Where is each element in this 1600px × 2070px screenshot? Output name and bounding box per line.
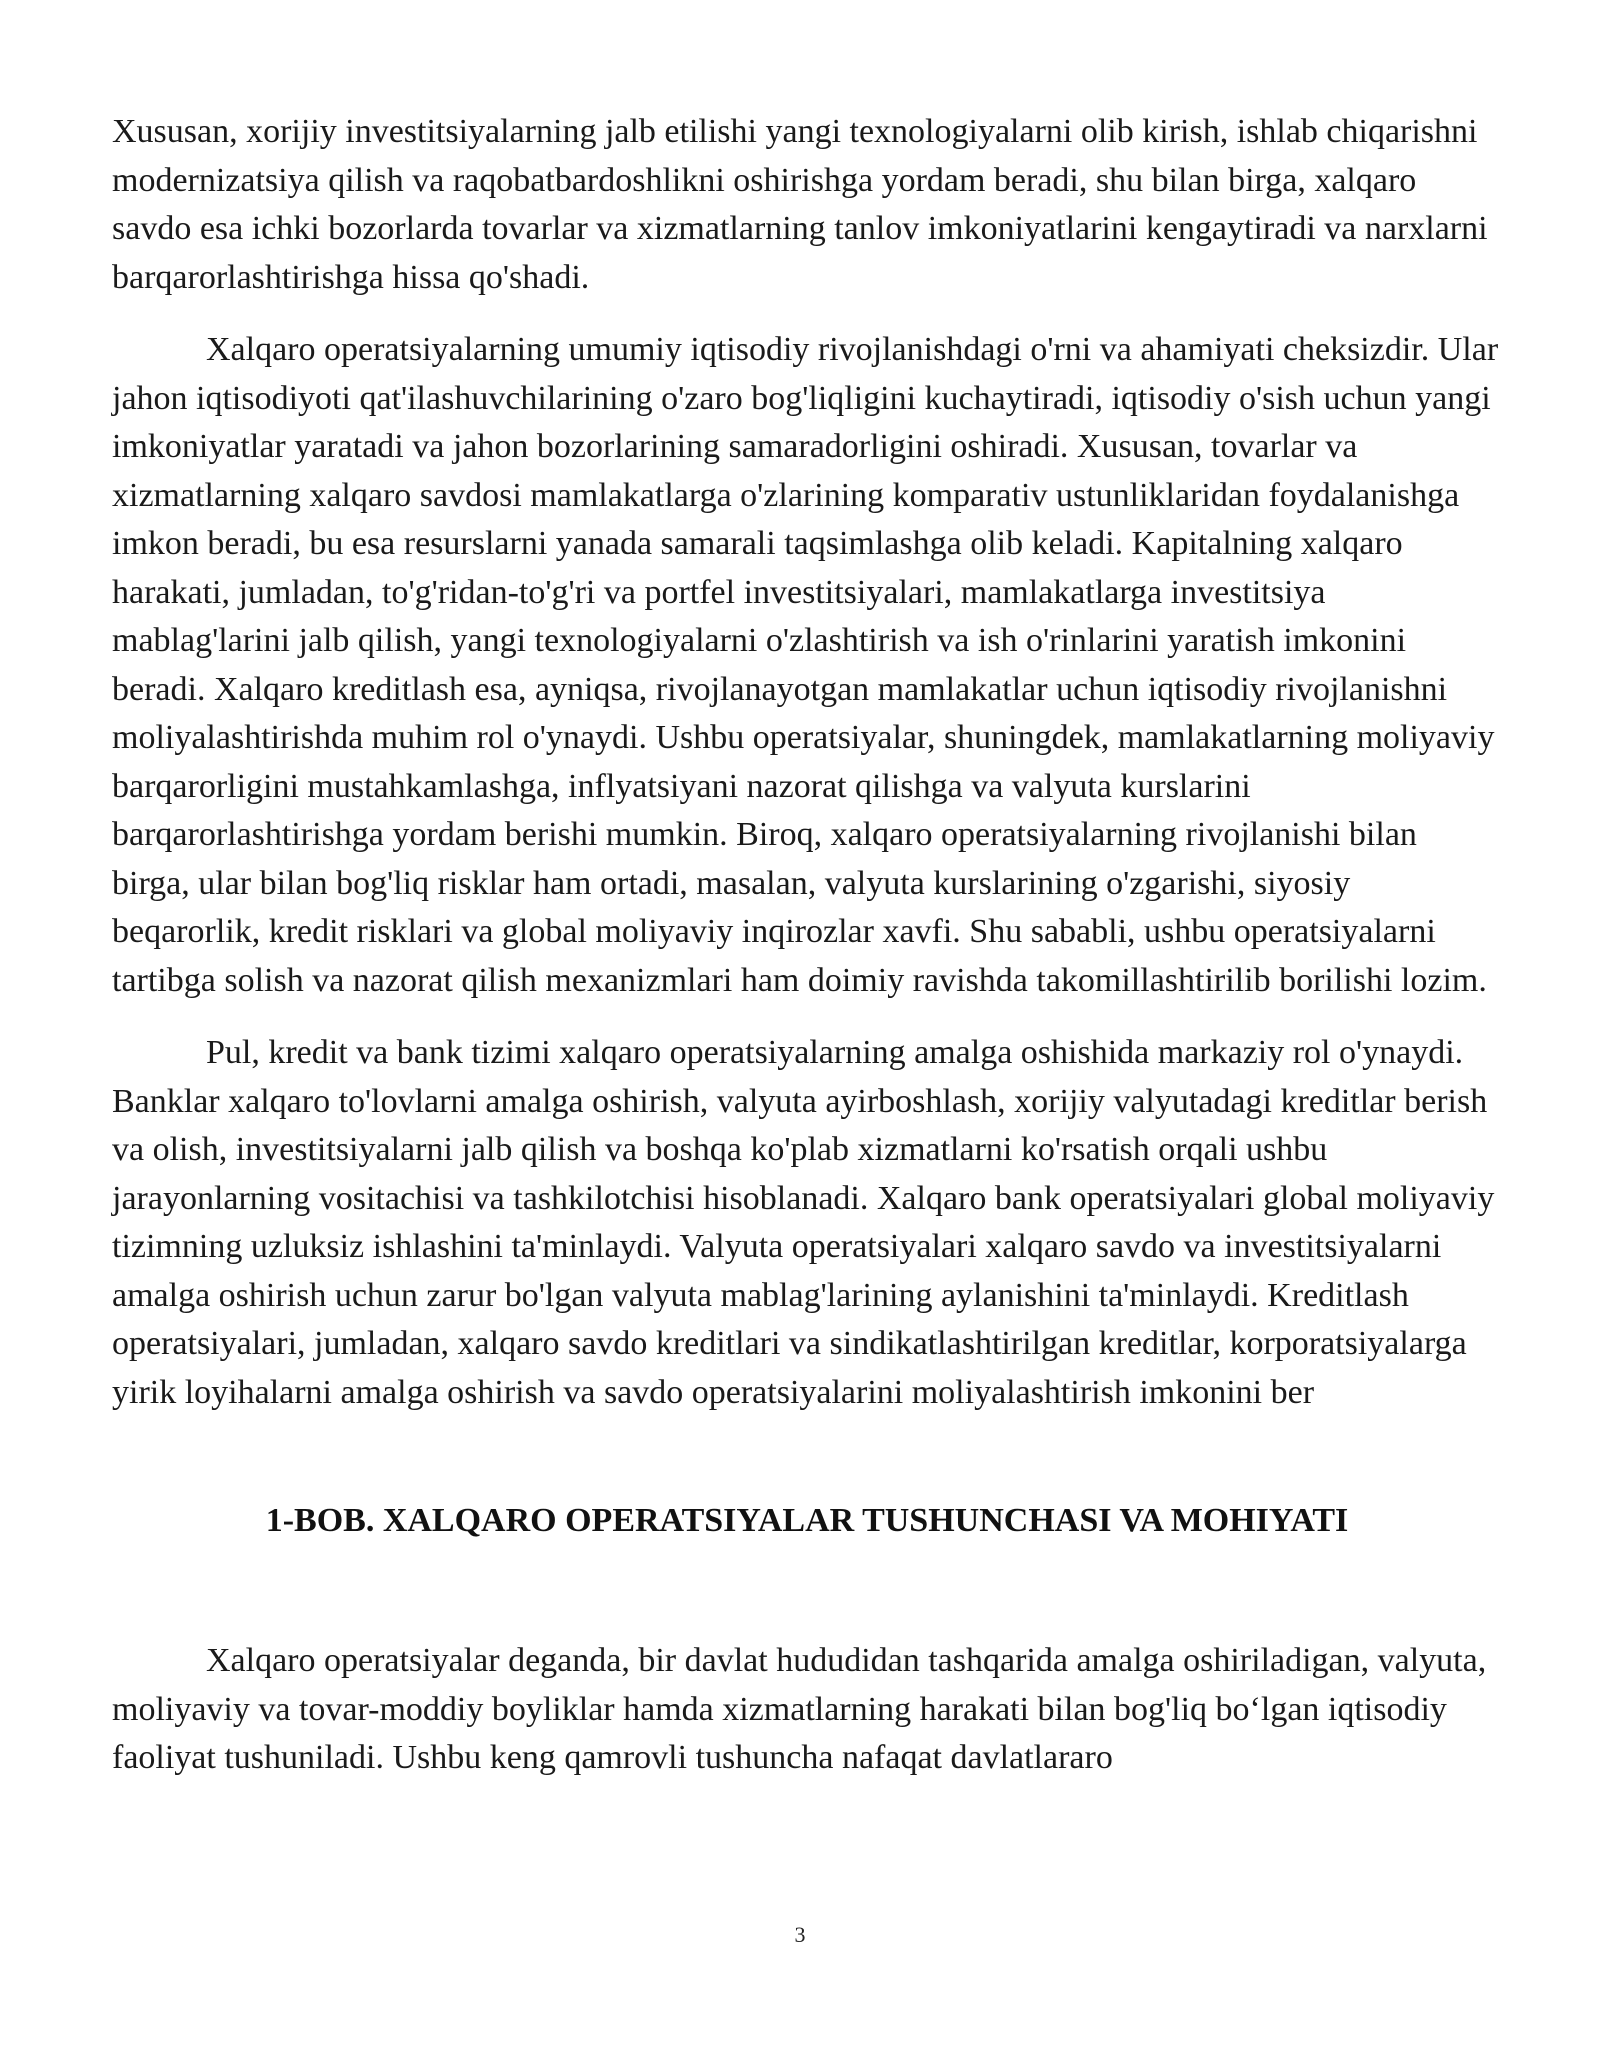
paragraph-definition: Xalqaro operatsiyalar deganda, bir davlat hududidan tashqarida amalga oshiriladigan, valyuta, moliyaviy va tovar-moddiy boyliklar hamda xizmatlarning harakati bilan bog'liq bo‘lgan iqtisodiy faoliyat tushuniladi. Ushbu keng qamrovli tushuncha nafaqat davlatlararo (112, 1642, 1487, 1776)
paragraph-banking: Pul, kredit va bank tizimi xalqaro operatsiyalarning amalga oshishida markaziy rol o'ynaydi. Banklar xalqaro to'lovlarni amalga oshirish, valyuta ayirboshlash, xorijiy valyutadagi kreditlar berish va olish, investitsiyalarni jalb qilish va boshqa ko'plab xizmatlarni ko'rsatish orqali ushbu jarayonlarning vositachisi va tashkilotchisi hisoblanadi. Xalqaro bank operatsiyalari global moliyaviy tizimning uzluksiz ishlashini ta'minlaydi. Valyuta operatsiyalari xalqaro savdo va investitsiyalarni amalga oshirish uchun zarur bo'lgan valyuta mablag'larining aylanishini ta'minlaydi. Kreditlash operatsiyalari, jumladan, xalqaro savdo kreditlari va sindikatlashtirilgan kreditlar, korporatsiyalarga yirik loyihalarni amalga oshirish va savdo operatsiyalarini moliyalashtirish imkonini ber (112, 1034, 1495, 1411)
paragraph-importance: Xalqaro operatsiyalarning umumiy iqtisodiy rivojlanishdagi o'rni va ahamiyati cheksizdir. Ular jahon iqtisodiyoti qat'ilashuvchilarining o'zaro bog'liqligini kuchaytiradi, iqtisodiy o'sish uchun yangi imkoniyatlar yaratadi va jahon bozorlarining samaradorligini oshiradi. Xususan, tovarlar va xizmatlarning xalqaro savdosi mamlakatlarga o'zlarining komparativ ustunliklaridan foydalanishga imkon beradi, bu esa resurslarni yanada samarali taqsimlashga olib keladi. Kapitalning xalqaro harakati, jumladan, to'g'ridan-to'g'ri va portfel investitsiyalari, mamlakatlarga investitsiya mablag'larini jalb qilish, yangi texnologiyalarni o'zlashtirish va ish o'rinlarini yaratish imkonini beradi. Xalqaro kreditlash esa, ayniqsa, rivojlanayotgan mamlakatlar uchun iqtisodiy rivojlanishni moliyalashtirishda muhim rol o'ynaydi. Ushbu operatsiyalar, shuningdek, mamlakatlarning moliyaviy barqarorligini mustahkamlashga, inflyatsiyani nazorat qilishga va valyuta kurslarini barqarorlashtirishga yordam berishi mumkin. Biroq, xalqaro operatsiyalarning rivojlanishi bilan birga, ular bilan bog'liq risklar ham ortadi, masalan, valyuta kurslarining o'zgarishi, siyosiy beqarorlik, kredit risklari va global moliyaviy inqirozlar xavfi. Shu sababli, ushbu operatsiyalarni tartibga solish va nazorat qilish mexanizmlari ham doimiy ravishda takomillashtirilib borilishi lozim. (112, 331, 1499, 999)
page-number: 3 (794, 1922, 806, 1947)
document-body (112, 108, 1502, 1807)
chapter-title: 1-BOB. XALQARO OPERATSIYALAR TUSHUNCHASI VA MOHIYATI (265, 1502, 1349, 1539)
paragraph-intro: Xususan, xorijiy investitsiyalarning jalb etilishi yangi texnologiyalarni olib kirish, ishlab chiqarishni modernizatsiya qilish va raqobatbardoshlikni oshirishga yordam beradi, shu bilan birga, xalqaro savdo esa ichki bozorlarda tovarlar va xizmatlarning tanlov imkoniyatlarini kengaytiradi va narxlarni barqarorlashtirishga hissa qo'shadi. (112, 113, 1488, 296)
